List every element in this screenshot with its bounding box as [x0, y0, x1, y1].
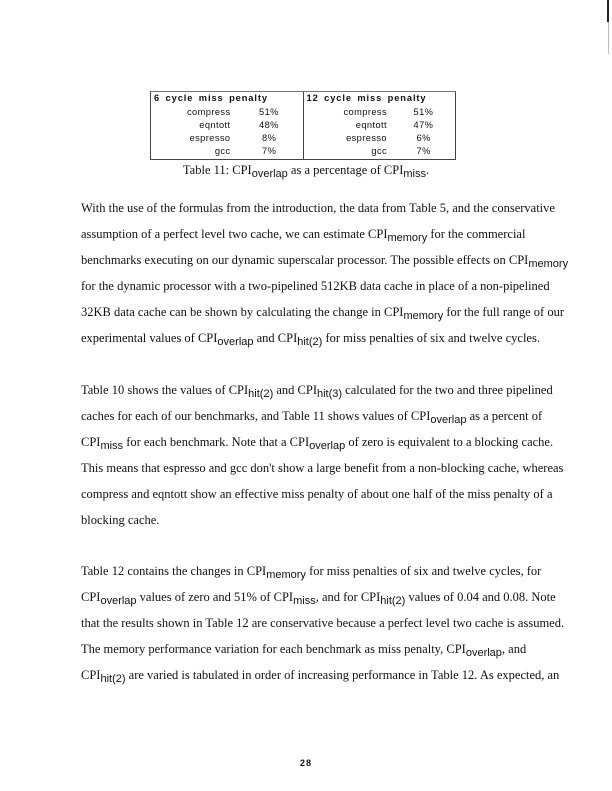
- subscript: miss: [293, 595, 316, 607]
- text-run: are varied is tabulated in order of increasing performance in Table 12. As expected, an: [125, 668, 560, 682]
- table-row: [304, 106, 456, 119]
- text-run: 32KB data cache can be shown by calculating the change in CPI: [81, 305, 404, 319]
- text-run: values of 0.04 and 0.08. Note: [405, 590, 556, 604]
- text-line: [81, 201, 555, 216]
- text-run: assumption of a perfect level two cache, we can estimate CPI: [81, 227, 388, 241]
- benchmark-name: gcc: [214, 146, 231, 156]
- subscript: memory: [266, 569, 306, 581]
- scan-edge-mark: [608, 22, 609, 54]
- benchmark-name: compress: [187, 107, 231, 117]
- text-run: values of zero and 51% of CPI: [136, 590, 294, 604]
- text-run: caches for each of our benchmarks, and Table 11 shows values of CPI: [81, 409, 431, 423]
- benchmark-name: compress: [343, 107, 387, 117]
- text-run: experimental values of CPI: [81, 331, 218, 345]
- subscript: hit(2): [297, 336, 323, 348]
- text-run: , and for CPI: [315, 590, 381, 604]
- subscript: overlap: [100, 595, 137, 607]
- table-11: [150, 91, 456, 160]
- subscript: overlap: [309, 440, 346, 452]
- benchmark-name: eqntott: [199, 120, 231, 130]
- subscript: hit(2): [248, 388, 274, 400]
- text-line: [81, 227, 525, 244]
- text-line: [81, 616, 564, 631]
- text-run: and CPI: [273, 383, 317, 397]
- text-run: compress and eqntott show an effective miss penalty of about one half of the miss penalty of a: [81, 487, 553, 501]
- subscript: hit(3): [316, 388, 343, 400]
- percent-value: 47%: [413, 120, 434, 130]
- text-line: [81, 564, 541, 581]
- text-run: calculated for the two and three pipelined: [342, 383, 553, 397]
- text-line: [81, 435, 553, 452]
- table-header: 12 cycle miss penalty: [306, 93, 427, 103]
- subscript: memory: [387, 232, 428, 244]
- benchmark-name: eqntott: [355, 120, 387, 130]
- subscript: hit(2): [380, 595, 406, 607]
- text-run: as a percentage of CPI: [287, 163, 404, 177]
- text-line: [81, 305, 564, 322]
- text-line: [81, 642, 526, 659]
- table-row: [151, 106, 303, 119]
- benchmark-name: espresso: [346, 133, 387, 143]
- text-line: [81, 590, 556, 607]
- text-run: With the use of the formulas from the introduction, the data from Table 5, and the conservative: [81, 201, 555, 215]
- text-run: , and: [501, 642, 527, 656]
- text-run: for miss penalties of six and twelve cycles.: [322, 331, 540, 345]
- text-run: for the full range of our: [443, 305, 564, 319]
- text-run: of zero is equivalent to a blocking cache.: [345, 435, 554, 449]
- text-line: [81, 331, 540, 348]
- text-run: for the commercial: [427, 227, 526, 241]
- text-line: [81, 487, 553, 502]
- subscript: memory: [528, 258, 569, 270]
- text-run: for miss penalties of six and twelve cycles, for: [305, 564, 542, 578]
- percent-value: 48%: [259, 120, 279, 130]
- text-line: [81, 461, 563, 476]
- text-line: [81, 253, 568, 270]
- table-caption: [0, 163, 612, 180]
- page-number: 28: [299, 758, 312, 768]
- subscript: miss: [100, 440, 124, 452]
- percent-value: 7%: [416, 146, 431, 156]
- table-header: 6 cycle miss penalty: [154, 93, 268, 103]
- text-run: blocking cache.: [81, 513, 160, 527]
- benchmark-name: gcc: [371, 146, 387, 156]
- text-line: [81, 409, 542, 426]
- percent-value: 8%: [262, 133, 277, 143]
- scan-edge-mark: [607, 0, 609, 22]
- text-line: [81, 668, 559, 685]
- text-line: [81, 513, 159, 528]
- text-run: CPI: [81, 590, 101, 604]
- table-row: [151, 119, 303, 132]
- text-line: [81, 383, 553, 400]
- text-run: that the results shown in Table 12 are conservative because a perfect level two cache is assumed.: [81, 616, 565, 630]
- subscript: overlap: [430, 414, 467, 426]
- text-run: Table 11: CPI: [182, 163, 252, 177]
- subscript: hit(2): [100, 673, 126, 685]
- percent-value: 6%: [416, 133, 431, 143]
- table-right-half: [304, 92, 456, 159]
- subscript: overlap: [465, 647, 502, 659]
- text-run: for each benchmark. Note that a CPI: [123, 435, 310, 449]
- table-left-half: [151, 92, 304, 159]
- text-run: Table 12 contains the changes in CPI: [81, 564, 267, 578]
- percent-value: 51%: [413, 107, 434, 117]
- percent-value: 51%: [259, 107, 279, 117]
- text-run: for the dynamic processor with a two-pipelined 512KB data cache in place of a non-pipelined: [81, 279, 550, 293]
- text-run: The memory performance variation for each benchmark as miss penalty, CPI: [81, 642, 466, 656]
- text-run: CPI: [81, 668, 101, 682]
- subscript: overlap: [251, 168, 288, 180]
- table-row: [151, 145, 303, 158]
- percent-value: 7%: [262, 146, 277, 156]
- text-run: .: [425, 163, 430, 177]
- subscript: memory: [403, 310, 444, 322]
- text-run: benchmarks executing on our dynamic superscalar processor. The possible effects on CPI: [81, 253, 529, 267]
- table-row: [151, 132, 303, 145]
- subscript: miss: [403, 168, 426, 180]
- text-line: [81, 279, 550, 294]
- table-row: [304, 119, 456, 132]
- text-run: as a percent of: [466, 409, 543, 423]
- text-run: CPI: [81, 435, 101, 449]
- text-run: Table 10 shows the values of CPI: [81, 383, 249, 397]
- table-row: [304, 132, 456, 145]
- text-run: and CPI: [253, 331, 298, 345]
- benchmark-name: espresso: [189, 133, 231, 143]
- table-row: [304, 145, 456, 158]
- text-run: This means that espresso and gcc don't show a large benefit from a non-blocking cache, whereas: [81, 461, 564, 475]
- subscript: overlap: [217, 336, 254, 348]
